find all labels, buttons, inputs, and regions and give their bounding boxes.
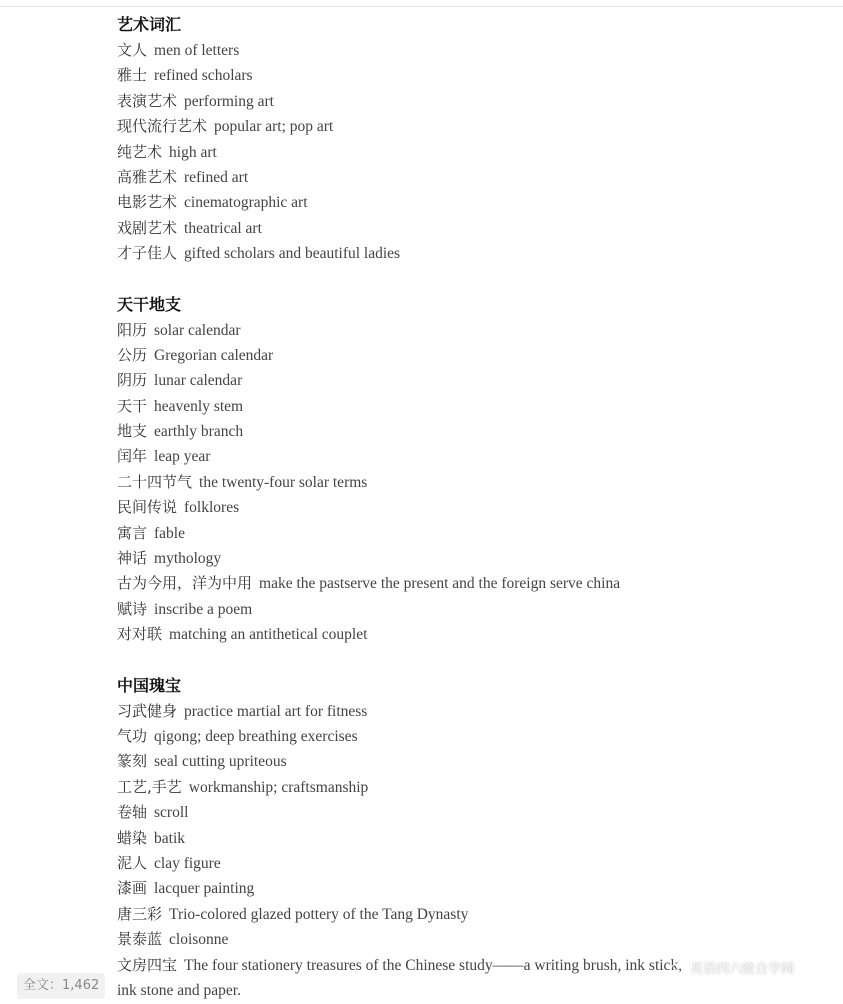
entry-english: Gregorian calendar	[154, 346, 274, 364]
section-title: 中国瑰宝	[117, 675, 182, 695]
entry-chinese: 现代流行艺术	[117, 117, 208, 136]
entry-english: cinematographic art	[184, 194, 308, 212]
entry-chinese: 工艺,手艺	[117, 777, 182, 796]
entry-english: high art	[169, 143, 217, 161]
vocab-entry	[117, 140, 827, 165]
entry-chinese: 电影艺术	[117, 193, 178, 212]
vocab-entry	[117, 546, 827, 571]
entry-chinese: 文房四宝	[117, 955, 178, 974]
entry-chinese: 神话	[117, 549, 148, 568]
entry-english: inscribe a poem	[154, 600, 253, 618]
section-title: 天干地支	[117, 294, 182, 314]
vocab-entry	[117, 699, 827, 724]
vocab-entry	[117, 622, 827, 647]
entry-chinese: 才子佳人	[117, 244, 178, 263]
entry-english: gifted scholars and beautiful ladies	[184, 245, 401, 263]
vocab-entry	[117, 318, 827, 343]
vocab-entry	[117, 216, 827, 241]
word-count-label: 全文：	[23, 978, 63, 993]
vocab-entry	[117, 394, 827, 419]
vocab-entry	[117, 749, 827, 774]
entry-chinese: 表演艺术	[117, 91, 178, 110]
entry-chinese: 古为今用，洋为中用	[117, 574, 253, 593]
watermark	[670, 958, 794, 982]
entry-chinese: 景泰蓝	[117, 930, 163, 949]
vocab-entry	[117, 521, 827, 546]
entry-chinese: 蜡染	[117, 828, 148, 847]
entry-chinese: 天干	[117, 396, 148, 415]
entry-english: matching an antithetical couplet	[169, 626, 368, 644]
vocab-entry	[117, 89, 827, 114]
entry-english: folklores	[184, 499, 240, 517]
entry-english: popular art; pop art	[214, 118, 334, 136]
entry-english: fable	[154, 524, 185, 542]
section-title: 艺术词汇	[117, 15, 182, 34]
word-count-badge	[17, 973, 105, 999]
entry-chinese: 对对联	[117, 625, 163, 644]
vocab-section	[117, 292, 827, 648]
entry-english: qigong; deep breathing exercises	[154, 727, 358, 745]
vocab-entry	[117, 571, 827, 596]
vocab-entry	[117, 114, 827, 139]
vocab-entry	[117, 343, 827, 368]
wechat-icon	[670, 962, 686, 978]
entry-english: heavenly stem	[154, 397, 244, 415]
entry-chinese: 阳历	[117, 320, 148, 339]
entry-chinese: 漆画	[117, 879, 148, 898]
vocab-entry	[117, 368, 827, 393]
vocab-entry	[117, 724, 827, 749]
vocab-entry	[117, 927, 827, 952]
entry-chinese: 二十四节气	[117, 472, 193, 491]
entry-english: the twenty-four solar terms	[199, 473, 368, 491]
entry-english: solar calendar	[154, 321, 241, 339]
entry-chinese: 文人	[117, 41, 148, 59]
entry-english: lunar calendar	[154, 372, 243, 390]
vocab-entry	[117, 495, 827, 520]
entry-chinese: 泥人	[117, 853, 148, 872]
entry-english: clay figure	[154, 854, 221, 872]
entry-chinese: 公历	[117, 345, 148, 364]
entry-chinese: 地支	[117, 422, 148, 441]
vocab-section	[117, 673, 827, 1004]
entry-english: The four stationery treasures of the Chinese study——a writing brush, ink stick,	[184, 956, 683, 974]
entry-english: leap year	[154, 448, 211, 466]
entry-english: seal cutting upriteous	[154, 753, 287, 771]
entry-chinese: 雅士	[117, 66, 148, 85]
entry-english: lacquer painting	[154, 880, 255, 898]
vocab-entry	[117, 851, 827, 876]
article-content	[117, 12, 827, 1003]
vocab-entry	[117, 902, 827, 927]
entry-chinese: 赋诗	[117, 599, 148, 618]
entry-chinese: 唐三彩	[117, 904, 163, 923]
vocab-entry	[117, 444, 827, 469]
entry-chinese: 纯艺术	[117, 142, 163, 161]
vocab-entry	[117, 38, 827, 63]
watermark-text: 英语四六级自学网	[690, 962, 795, 977]
entry-english: make the pastserve the present and the foreign serve china	[259, 575, 621, 593]
vocab-entry	[117, 800, 827, 825]
entry-english: cloisonne	[169, 931, 229, 949]
entry-english: theatrical art	[184, 219, 262, 237]
vocab-entry	[117, 876, 827, 901]
word-count-value: 1,462	[62, 978, 100, 993]
vocab-entry	[117, 470, 827, 495]
vocab-entry	[117, 165, 827, 190]
vocab-entry	[117, 241, 827, 266]
entry-english: scroll	[154, 804, 189, 822]
entry-chinese: 篆刻	[117, 752, 148, 771]
entry-english: Trio-colored glazed pottery of the Tang Dynasty	[169, 905, 469, 923]
entry-chinese: 闰年	[117, 447, 148, 466]
entry-chinese: 卷轴	[117, 803, 148, 822]
vocab-entry	[117, 775, 827, 800]
entry-english: workmanship; craftsmanship	[188, 778, 369, 796]
entry-english: performing art	[184, 92, 274, 110]
entry-english: refined scholars	[154, 67, 253, 85]
entry-english: batik	[154, 829, 186, 847]
entry-chinese: 气功	[117, 726, 148, 745]
vocab-entry	[117, 597, 827, 622]
vocab-entry	[117, 190, 827, 215]
entry-english: men of letters	[154, 42, 240, 59]
entry-chinese: 习武健身	[117, 701, 178, 720]
entry-english: refined art	[184, 168, 249, 186]
vocab-entry	[117, 826, 827, 851]
top-divider	[0, 6, 843, 7]
entry-english: earthly branch	[154, 423, 244, 441]
entry-chinese: 寓言	[117, 523, 148, 542]
vocab-entry	[117, 63, 827, 88]
vocab-section	[117, 12, 827, 267]
entry-chinese: 民间传说	[117, 498, 178, 517]
entry-english: practice martial art for fitness	[184, 702, 368, 720]
entry-english: ink stone and paper.	[117, 981, 241, 999]
entry-chinese: 阴历	[117, 371, 148, 390]
entry-english: mythology	[154, 550, 222, 568]
vocab-entry	[117, 419, 827, 444]
entry-chinese: 戏剧艺术	[117, 218, 178, 237]
entry-chinese: 高雅艺术	[117, 167, 178, 186]
